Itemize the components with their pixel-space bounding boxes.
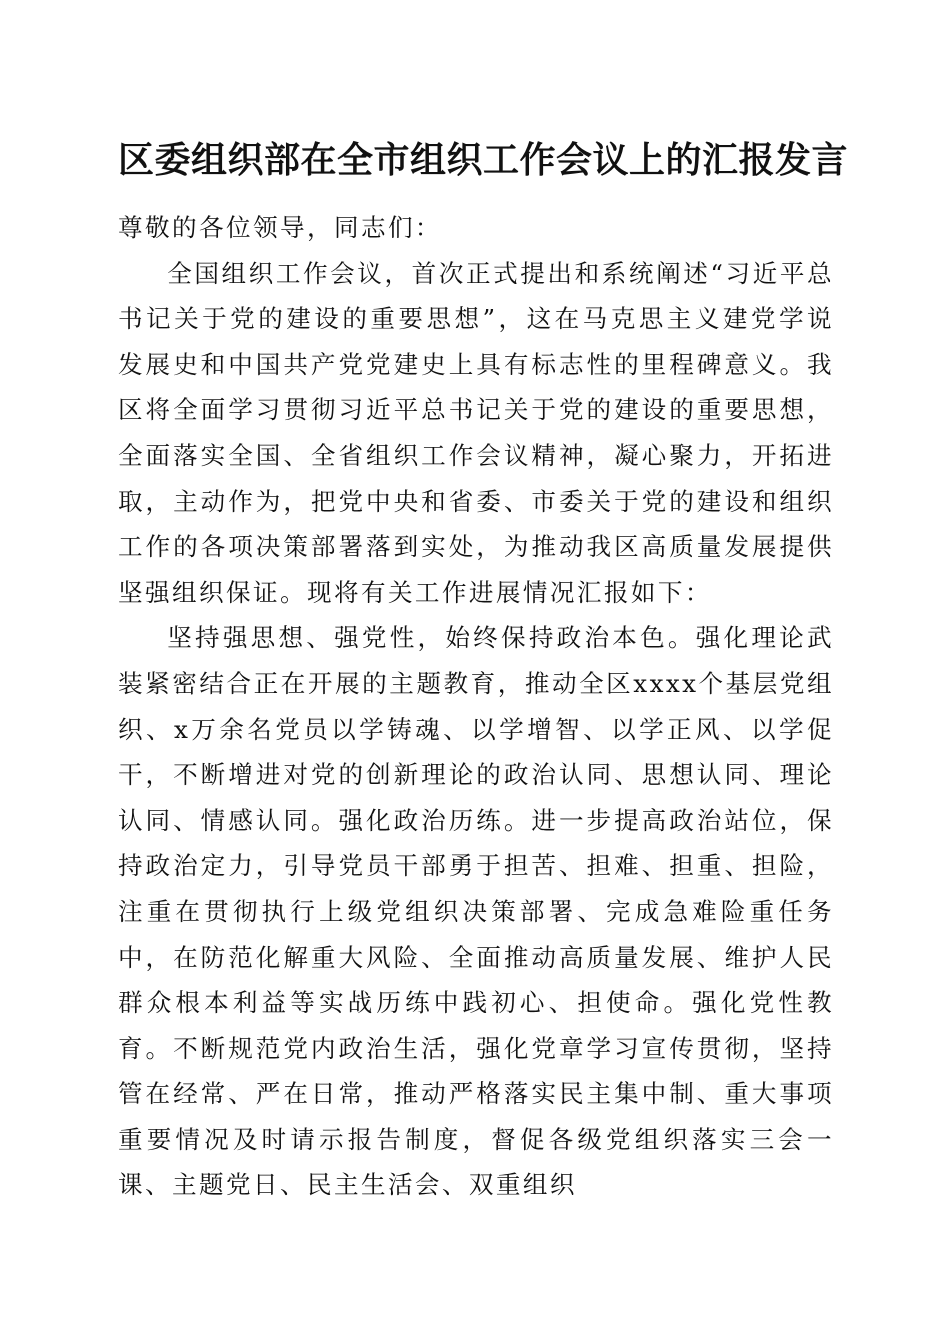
salutation: 尊敬的各位领导，同志们：: [118, 213, 442, 242]
document-title: 区委组织部在全市组织工作会议上的汇报发言: [118, 139, 849, 181]
document-body: [118, 205, 834, 1208]
paragraph-intro: 全国组织工作会议，首次正式提出和系统阐述“习近平总书记关于党的建设的重要思想”，这在马克思主义建党学说发展史和中国共产党党建史上具有标志性的里程碑意义。我区将全面学习贯彻习近平总书记关于党的建设的重要思想，全面落实全国、全省组织工作会议精神，凝心聚力，开拓进取，主动作为，把党中央和省委、市委关于党的建设和组织工作的各项决策部署落到实处，为推动我区高质量发展提供坚强组织保证。现将有关工作进展情况汇报如下：: [118, 258, 834, 607]
paragraph-political-quality: 坚持强思想、强党性，始终保持政治本色。强化理论武装紧密结合正在开展的主题教育，推动全区xxxx个基层党组织、x万余名党员以学铸魂、以学增智、以学正风、以学促干，不断增进对党的创新理论的政治认同、思想认同、理论认同、情感认同。强化政治历练。进一步提高政治站位，保持政治定力，引导党员干部勇于担苦、担难、担重、担险，注重在贯彻执行上级党组织决策部署、完成急难险重任务中，在防范化解重大风险、全面推动高质量发展、维护人民群众根本利益等实战历练中践初心、担使命。强化党性教育。不断规范党内政治生活，强化党章学习宣传贯彻，坚持管在经常、严在日常，推动严格落实民主集中制、重大事项重要情况及时请示报告制度，督促各级党组织落实三会一课、主题党日、民主生活会、双重组织: [118, 623, 834, 1200]
